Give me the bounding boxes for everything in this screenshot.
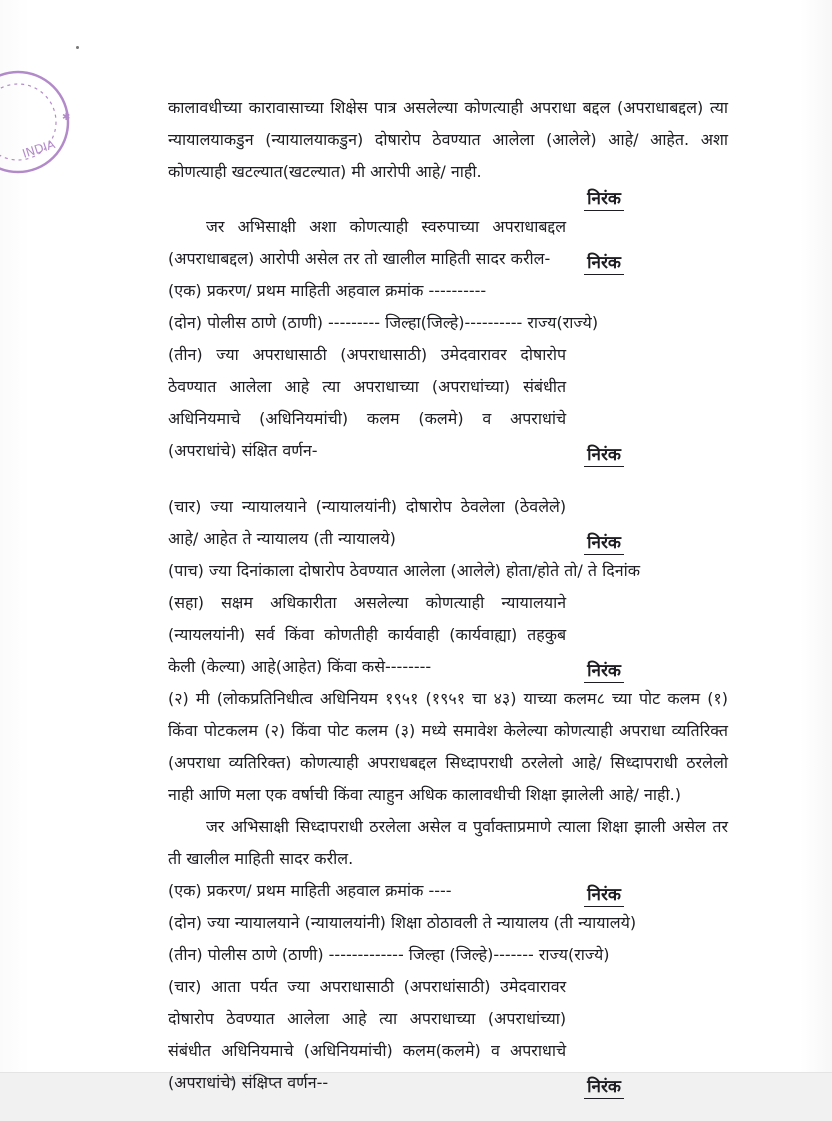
item-police-station-2: (तीन) पोलीस ठाणे (ठाणी) ------------- जिल्हा (जिल्हे)------- राज्य(राज्ये) — [168, 945, 610, 964]
item-sentencing-court: (दोन) ज्या न्यायालयाने (न्यायालयांनी) शिक्षा ठोठावली ते न्यायालय (ती न्यायालये) — [168, 913, 637, 932]
item-case-number-2: (एक) प्रकरण/ प्रथम माहिती अहवाल क्रमांक ---- — [168, 881, 452, 900]
nil-mark: निरंक — [584, 1076, 624, 1099]
item-court: (चार) ज्या न्यायालयाने (न्यायालयांनी) दोषारोप ठेवलेला (ठेवलेले) आहे/ आहेत ते न्यायालय (ती न्यायालये) — [168, 497, 567, 548]
paragraph-declaration: कालावधीच्या कारावासाच्या शिक्षेस पात्र असलेल्या कोणत्याही अपराधा बद्दल (अपराधाबद्दल) त्या न्यायालयाकडुन (न्यायालयाकडुन) दोषारोप ठेवण्यात आलेला (आलेले) आहे/ आहेत. अशा कोणत्याही खटल्यात(खटल्यात) मी आरोपी आहे/ नाही. — [168, 98, 728, 181]
nil-mark: निरंक — [584, 660, 624, 683]
seal-text: INDIA — [20, 137, 57, 161]
nil-mark: निरंक — [584, 444, 624, 467]
scan-speck — [76, 46, 79, 49]
nil-row — [168, 188, 728, 211]
item-offence-row — [168, 339, 728, 467]
item-offence-description: (तीन) ज्या अपराधासाठी (अपराधासाठी) उमेदवारावर दोषारोप ठेवण्यात आलेला आहे त्या अपराधाच्या (अपराधांच्या) संबंधीत अधिनियमाचे (अधिनियमांची) कलम (कलमे) व अपराधांचे (अपराधांचे) संक्षित वर्णन- — [168, 345, 567, 460]
nil-mark: निरंक — [584, 884, 624, 907]
paragraph-accused: जर अभिसाक्षी अशा कोणत्याही स्वरुपाच्या अपराधाबद्दल (अपराधाबद्दल) आरोपी असेल तर तो खालील माहिती सादर करील- — [168, 217, 567, 268]
paragraph-convicted-details: जर अभिसाक्षी सिध्दापराधी ठरलेला असेल व पुर्वाक्ताप्रमाणे त्याला शिक्षा झाली असेल तर ती खालील माहिती सादर करील. — [168, 817, 728, 868]
item-court-row — [168, 491, 728, 555]
seal-stamp — [0, 62, 78, 182]
spacer — [168, 467, 728, 491]
item-police-station: (दोन) पोलीस ठाणे (ठाणी) --------- जिल्हा(जिल्हे)---------- राज्य(राज्ये) — [168, 313, 599, 332]
item-charge-date: (पाच) ज्या दिनांकाला दोषारोप ठेवण्यात आलेला (आलेले) होता/होते तो/ ते दिनांक — [168, 561, 641, 580]
nil-mark: निरंक — [584, 188, 624, 211]
document-body — [168, 92, 728, 1099]
item-case-number-2-row — [168, 875, 728, 907]
nil-mark: निरंक — [584, 532, 624, 555]
item-offence-description-2: (चार) आता पर्यत ज्या अपराधासाठी (अपराधांसाठी) उमेदवारावर दोषारोप ठेवण्यात आलेला आहे त्या अपराधाच्या (अपराधांच्या) संबंधीत अधिनियमाचे (अधिनियमांची) कलम(कलमे) व अपराधाचे (अपराधांचे) संक्षिप्त वर्णन-- — [168, 977, 567, 1092]
paragraph-accused-row — [168, 211, 728, 275]
item-proceedings-stayed: (सहा) सक्षम अधिकारीता असलेल्या कोणत्याही न्यायालयाने (न्यायलयांनी) सर्व किंवा कोणतीही कार्यवाही (कार्यवाह्या) तहकुब केली (केल्या) आहे(आहेत) किंवा कसे-------- — [168, 593, 567, 676]
nil-mark: निरंक — [584, 252, 624, 275]
item-offence-row-2 — [168, 971, 728, 1099]
svg-text:✱: ✱ — [62, 112, 71, 123]
paragraph-conviction: (२) मी (लोकप्रतिनिधीत्व अधिनियम १९५१ (१९५१ चा ४३) याच्या कलम८ च्या पोट कलम (१) किंवा पोटकलम (२) किंवा पोट कलम (३) मध्ये समावेश केलेल्या कोणत्याही अपराधा व्यतिरिक्त (अपराधा व्यतिरिक्त) कोणत्याही अपराधबद्दल सिध्दापराधी ठरलेलो आहे/ सिध्दापराधी ठरलेलो नाही आणि मला एक वर्षाची किंवा त्याहुन अधिक कालावधीची शिक्षा झालेली आहे/ नाही.) — [168, 689, 728, 804]
item-case-number: (एक) प्रकरण/ प्रथम माहिती अहवाल क्रमांक ---------- — [168, 281, 487, 300]
item-stay-row — [168, 587, 728, 683]
